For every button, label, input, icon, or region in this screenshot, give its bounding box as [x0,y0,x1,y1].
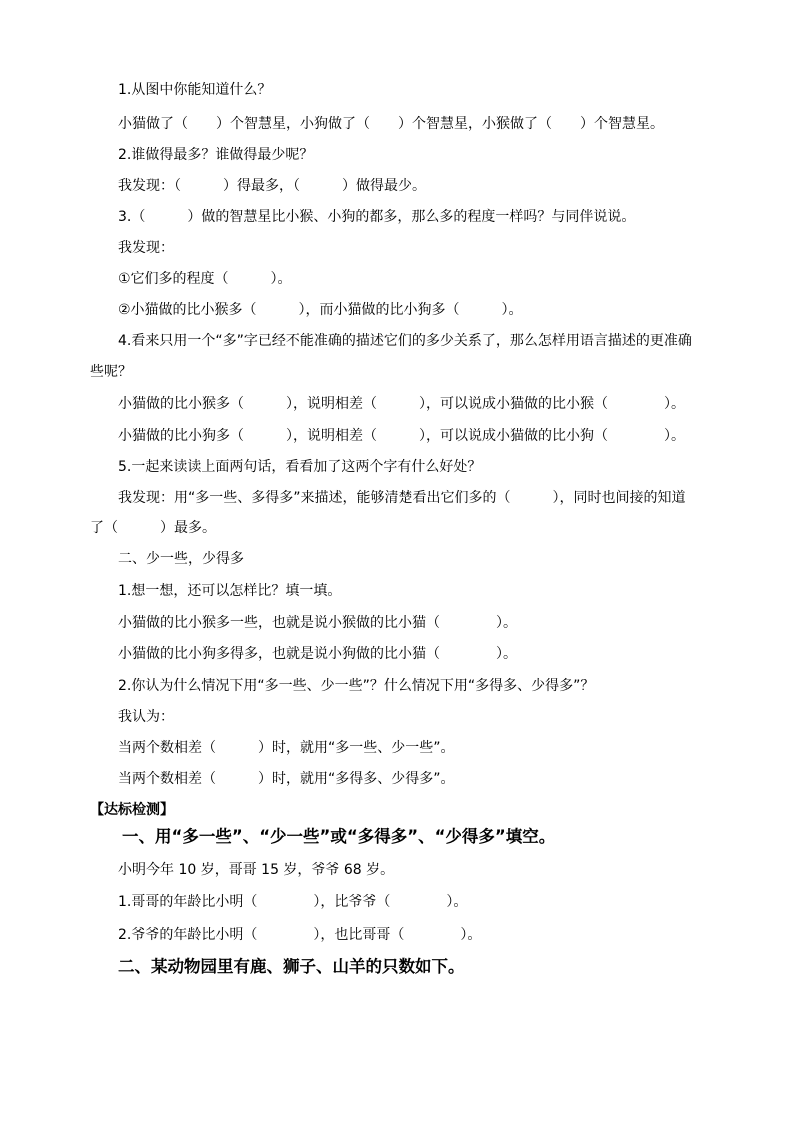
answer-line: 小猫做了（ ）个智慧星，小狗做了（ ）个智慧星，小猴做了（ ）个智慧星。 [118,116,664,132]
question-3: 3.（ ）做的智慧星比小猴、小狗的都多，那么多的程度一样吗？与同伴说说。 [118,209,636,225]
question-2: 2.谁做得最多？谁做得最少呢？ [118,147,314,163]
section-title: 【达标检测】 [90,802,174,818]
answer-line-continued: 了（ ）最多。 [90,520,216,536]
question-2: 2.你认为什么情况下用“多一些、少一些”？什么情况下用“多得多、少得多”？ [118,678,595,694]
question-4-continued: 些呢？ [90,364,132,380]
exercise-question: 1.哥哥的年龄比小明（ ），比爷爷（ ）。 [118,894,468,910]
exercise-question: 2.爷爷的年龄比小明（ ），也比哥哥（ ）。 [118,927,482,943]
question-5: 5.一起来读读上面两句话，看看加了这两个字有什么好处？ [118,459,482,475]
answer-label: 我发现： [118,240,174,256]
answer-line: 小猫做的比小狗多（ ），说明相差（ ），可以说成小猫做的比小狗（ ）。 [118,428,685,444]
answer-line: 我发现：用“多一些、多得多”来描述，能够清楚看出它们多的（ ），同时也间接的知道 [118,490,686,506]
answer-label: 我认为： [118,709,174,725]
question-4: 4.看来只用一个“多”字已经不能准确的描述它们的多少关系了，那么怎样用语言描述的更准确 [118,333,692,349]
exercise-heading: 二、某动物园里有鹿、狮子、山羊的只数如下。 [118,957,465,976]
exercise-heading: 一、用“多一些”、“少一些”或“多得多”、“少得多”填空。 [122,827,556,846]
answer-line: 我发现：（ ）得最多，（ ）做得最少。 [118,178,426,194]
answer-line: 小猫做的比小猴多一些，也就是说小猴做的比小猫（ ）。 [118,615,517,631]
answer-line: ①它们多的程度（ ）。 [118,271,292,287]
question-1: 1.想一想，还可以怎样比？填一填。 [118,583,342,599]
answer-line: ②小猫做的比小猴多（ ），而小猫做的比小狗多（ ）。 [118,302,523,318]
answer-line: 当两个数相差（ ）时，就用“多得多、少得多”。 [118,771,455,787]
answer-line: 小猫做的比小狗多得多，也就是说小狗做的比小猫（ ）。 [118,646,517,662]
exercise-info: 小明今年 10 岁，哥哥 15 岁，爷爷 68 岁。 [118,862,395,878]
question-1: 1.从图中你能知道什么？ [118,82,272,98]
answer-line: 当两个数相差（ ）时，就用“多一些、少一些”。 [118,740,455,756]
answer-line: 小猫做的比小猴多（ ），说明相差（ ），可以说成小猫做的比小猴（ ）。 [118,396,685,412]
section-heading: 二、少一些，少得多 [118,551,244,567]
